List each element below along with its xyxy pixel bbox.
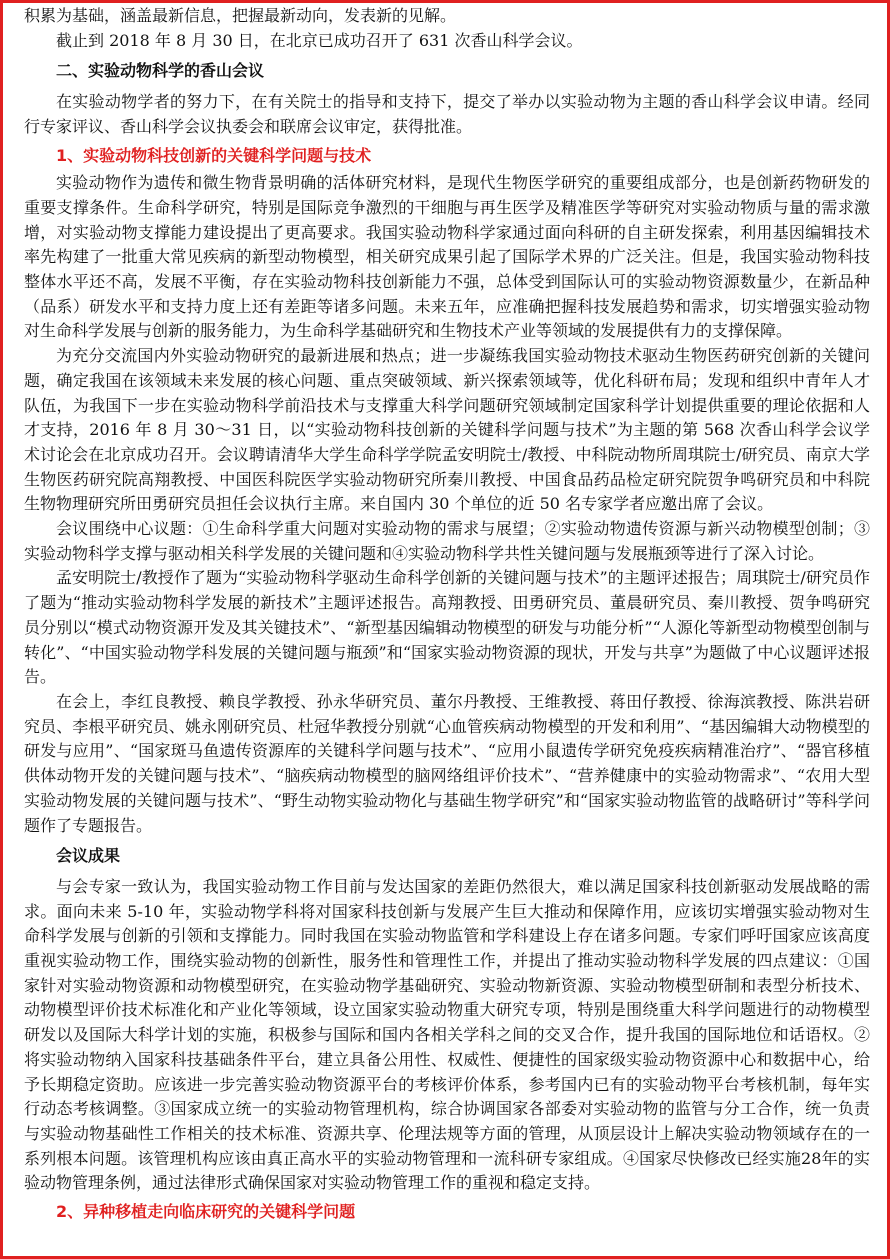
paragraph-keynote-reports: 孟安明院士/教授作了题为“实验动物科学驱动生命科学创新的关键问题与技术”的主题评述报告；周琪院士/研究员作了题为“推动实验动物科学发展的新技术”主题评述报告。高翔教授、田勇研究员、董晨研究员、秦川教授、贺争鸣研究员分别以“模式动物资源开发及其关键技术”、“新型基因编辑动物模型的研发与功能分析”“人源化等新型动物模型创制与转化”、“中国实验动物学科发展的关键问题与瓶颈”和“国家实验动物资源的现状，开发与共享”为题做了中心议题评述报告。 (24, 568, 870, 687)
section-heading-xiangshan: 二、实验动物科学的香山会议 (56, 61, 265, 81)
paragraph-purpose: 为充分交流国内外实验动物研究的最新进展和热点；进一步凝练我国实验动物技术驱动生物医药研究创新的关键问题，确定我国在该领域未来发展的核心问题、重点突破领域、新兴探索领域等，优化科研布局；发现和组织中青年人才队伍，为我国下一步在实验动物科学前沿技术与支撑重大科学问题研究领域制定国家科学计划提供重要的理论依据和人才支持，2016 年 8 月 30～31 日，以“实验动物科技创新的关键科学问题与技术”为主题的第 568 次香山科学会议学术讨论会在北京成功召开。会议聘请清华大学生命科学学院孟安明院士/教授、中科院动物所周琪院士/研究员、南京大学生物医药研究院高翔教授、中国医科院医学实验动物研究所秦川教授、中国食品药品检定研究院贺争鸣研究员和中科院生物物理研究所田勇研究员担任会议执行主席。来自国内 30 个单位的近 50 名专家学者应邀出席了会议。 (24, 346, 870, 514)
article-body (24, 4, 870, 1228)
paragraph-application: 在实验动物学者的努力下，在有关院士的指导和支持下，提交了举办以实验动物为主题的香山科学会议申请。经同行专家评议、香山科学会议执委会和联席会议审定，获得批准。 (24, 92, 870, 136)
topic-heading-1: 1、实验动物科技创新的关键科学问题与技术 (56, 145, 372, 165)
section-heading-results: 会议成果 (56, 846, 121, 866)
paragraph-special-reports: 在会上，李红良教授、赖良学教授、孙永华研究员、董尔丹教授、王维教授、蒋田仔教授、徐海滨教授、陈洪岩研究员、李根平研究员、姚永刚研究员、杜冠华教授分别就“心血管疾病动物模型的开发和利用”、“基因编辑大动物模型的研发与应用”、“国家斑马鱼遗传资源库的关键科学问题与技术”、“应用小鼠遗传学研究免疫疾病精准治疗”、“器官移植供体动物开发的关键问题与技术”、“脑疾病动物模型的脑网络组评价技术”、“营养健康中的实验动物需求”、“农用大型实验动物发展的关键问题与技术”、“野生动物实验动物化与基础生物学研究”和“国家实验动物监管的战略研讨”等科学问题作了专题报告。 (24, 691, 870, 835)
paragraph-background: 实验动物作为遗传和微生物背景明确的活体研究材料，是现代生物医学研究的重要组成部分，也是创新药物研发的重要支撑条件。生命科学研究，特别是国际竞争激烈的干细胞与再生医学及精准医学等研究对实验动物质与量的需求激增，对实验动物支撑能力建设提出了更高要求。我国实验动物科学家通过面向科研的自主研发探索，利用基因编辑技术率先构建了一批重大常见疾病的新型动物模型，相关研究成果引起了国际学术界的广泛关注。但是，我国实验动物科技整体水平还不高，发展不平衡，存在实验动物科技创新能力不强，总体受到国际认可的实验动物资源数量少，在新品种（品系）研发水平和支持力度上还有差距等诸多问题。未来五年，应准确把握科技发展趋势和需求，切实增强实验动物对生命科学发展与创新的服务能力，为生命科学基础研究和生物技术产业等领域的发展提供有力的支撑保障。 (24, 173, 870, 341)
paragraph-meeting-count: 截止到 2018 年 8 月 30 日，在北京已成功召开了 631 次香山科学会议。 (56, 30, 583, 50)
paragraph-intro: 积累为基础，涵盖最新信息，把握最新动向，发表新的见解。 (24, 6, 457, 25)
paragraph-topics: 会议围绕中心议题：①生命科学重大问题对实验动物的需求与展望；②实验动物遗传资源与新兴动物模型创制；③实验动物科学支撑与驱动相关科学发展的关键问题和④实验动物科学共性关键问题与发展瓶颈等进行了深入讨论。 (24, 519, 870, 563)
paragraph-results: 与会专家一致认为，我国实验动物工作目前与发达国家的差距仍然很大，难以满足国家科技创新驱动发展战略的需求。面向未来 5-10 年，实验动物学科将对国家科技创新与发展产生巨大推动和保障作用，应该切实增强实验动物对生命科学发展与创新的引领和支撑能力。同时我国在实验动物监管和学科建设上存在诸多问题。专家们呼吁国家应该高度重视实验动物工作，围绕实验动物的创新性，服务性和管理性工作，并提出了推动实验动物科学发展的四点建议：①国家针对实验动物资源和动物模型研究，在实验动物学基础研究、实验动物新资源、实验动物模型研制和表型分析技术、动物模型评价技术标准化和产业化等领域，设立国家实验动物重大研究专项，特别是围绕重大科学问题进行的动物模型研发以及国际大科学计划的实施，积极参与国际和国内各相关学科之间的交叉合作，提升我国的国际地位和话语权。②将实验动物纳入国家科技基础条件平台，建立具备公用性、权威性、便捷性的国家级实验动物资源中心和数据中心，给予长期稳定资助。应该进一步完善实验动物资源平台的考核评价体系，参考国内已有的实验动物平台考核机制，每年实行动态考核调整。③国家成立统一的实验动物管理机构，综合协调国家各部委对实验动物的监管与分工合作，统一负责与实验动物基础性工作相关的技术标准、资源共享、伦理法规等方面的管理，从顶层设计上解决实验动物领域存在的一系列根本问题。该管理机构应该由真正高水平的实验动物管理和一流科研专家组成。④国家尽快修改已经实施28年的实验动物管理条例，通过法律形式确保国家对实验动物管理工作的重视和稳定支持。 (24, 876, 870, 1193)
topic-heading-2: 2、异种移植走向临床研究的关键科学问题 (56, 1202, 356, 1222)
